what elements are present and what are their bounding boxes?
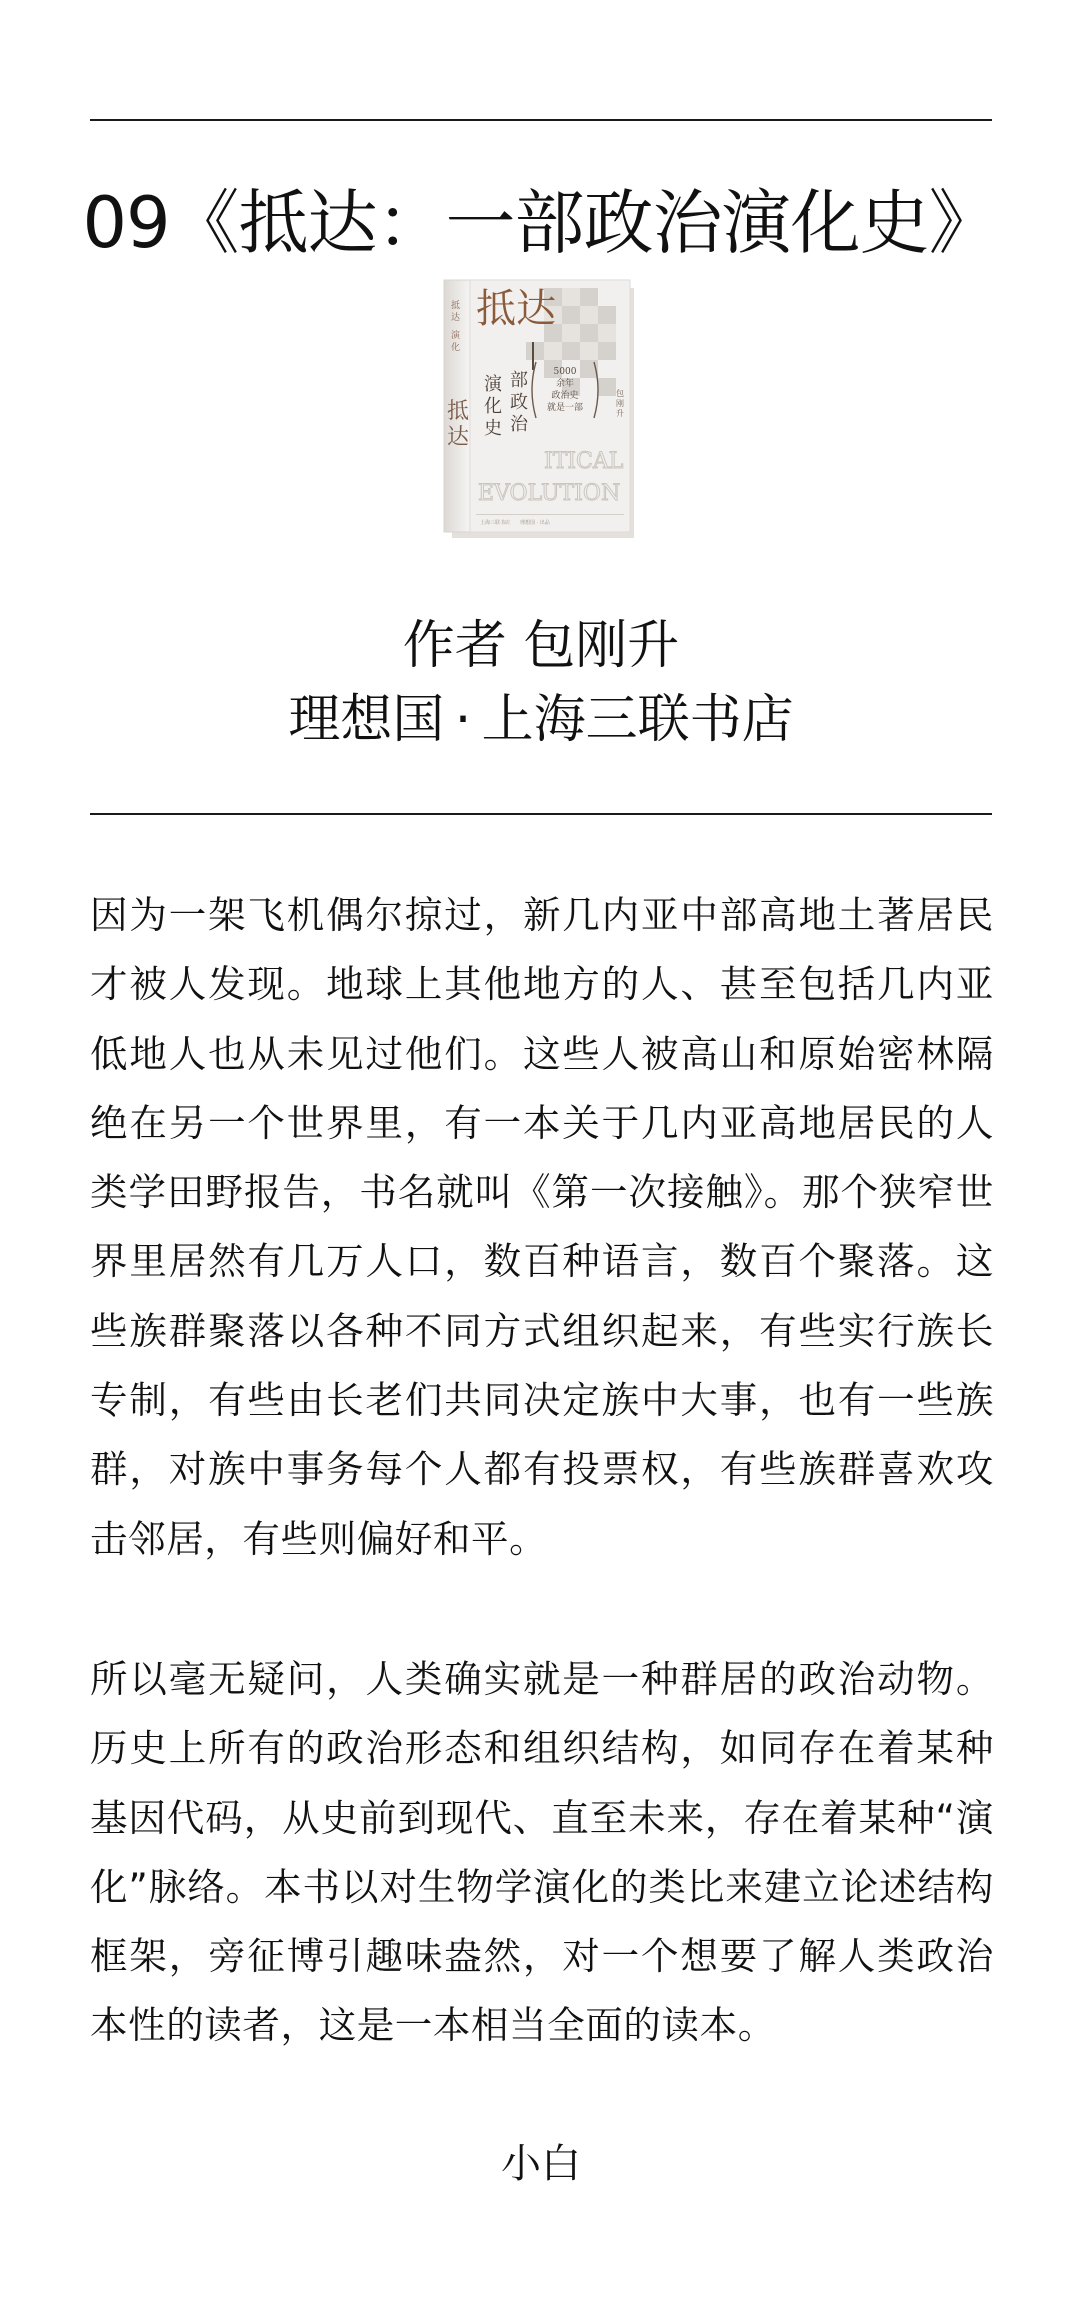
svg-text:刚: 刚 xyxy=(616,399,624,408)
svg-text:达: 达 xyxy=(451,313,461,323)
svg-text:演: 演 xyxy=(451,331,461,341)
svg-text:抵: 抵 xyxy=(451,301,461,311)
publisher-line xyxy=(90,686,992,754)
publisher-imprint: 理想国 xyxy=(288,690,445,750)
svg-text:余年: 余年 xyxy=(555,379,575,389)
svg-text:包: 包 xyxy=(616,389,624,398)
publisher-name: 上海三联书店 xyxy=(481,690,794,750)
svg-text:史: 史 xyxy=(484,418,502,439)
svg-text:就是一部: 就是一部 xyxy=(546,403,584,413)
svg-text:抵达: 抵达 xyxy=(476,286,556,332)
publisher-separator: · xyxy=(454,690,472,750)
svg-text:演: 演 xyxy=(484,374,502,395)
reviewer-signature: 小白 xyxy=(501,2141,581,2187)
review-paragraph: 所以毫无疑问，人类确实就是一种群居的政治动物。历史上所有的政治形态和组织结构，如同存在着某种基因代码，从史前到现代、直至未来，存在着某种“演化”脉络。本书以对生物学演化的类比来建立论述结构框架，旁征博引趣味盎然，对一个想要了解人类政治本性的读者，这是一本相当全面的读本。 xyxy=(90,1657,994,2048)
svg-text:政: 政 xyxy=(510,392,528,413)
book-title: 09《抵达：一部政治演化史》 xyxy=(82,181,998,264)
svg-text:达: 达 xyxy=(447,425,470,450)
svg-text:抵: 抵 xyxy=(447,399,470,424)
svg-text:EVOLUTION: EVOLUTION xyxy=(478,481,621,506)
svg-text:5000: 5000 xyxy=(553,367,577,377)
top-divider xyxy=(90,119,992,121)
svg-text:上海三联书店: 上海三联书店 xyxy=(480,520,511,526)
svg-text:ITICAL: ITICAL xyxy=(544,449,624,474)
svg-text:理想国 · 出品: 理想国 · 出品 xyxy=(520,520,550,526)
svg-text:政治史: 政治史 xyxy=(551,391,579,401)
svg-text:治: 治 xyxy=(510,414,528,435)
svg-text:化: 化 xyxy=(484,396,502,417)
svg-text:部: 部 xyxy=(510,370,528,391)
svg-text:化: 化 xyxy=(451,343,461,353)
section-divider xyxy=(90,813,992,815)
svg-text:升: 升 xyxy=(616,409,624,418)
book-cover-image xyxy=(440,278,640,540)
author-line: 作者 包刚升 xyxy=(402,616,680,676)
review-paragraph: 因为一架飞机偶尔掠过，新几内亚中部高地土著居民才被人发现。地球上其他地方的人、甚至包括几内亚低地人也从未见过他们。这些人被高山和原始密林隔绝在另一个世界里，有一本关于几内亚高地居民的人类学田野报告，书名就叫《第一次接触》。那个狭窄世界里居然有几万人口，数百种语言，数百个聚落。这些族群聚落以各种不同方式组织起来，有些实行族长专制，有些由长老们共同决定族中大事，也有一些族群，对族中事务每个人都有投票权，有些族群喜欢攻击邻居，有些则偏好和平。 xyxy=(90,893,994,1561)
